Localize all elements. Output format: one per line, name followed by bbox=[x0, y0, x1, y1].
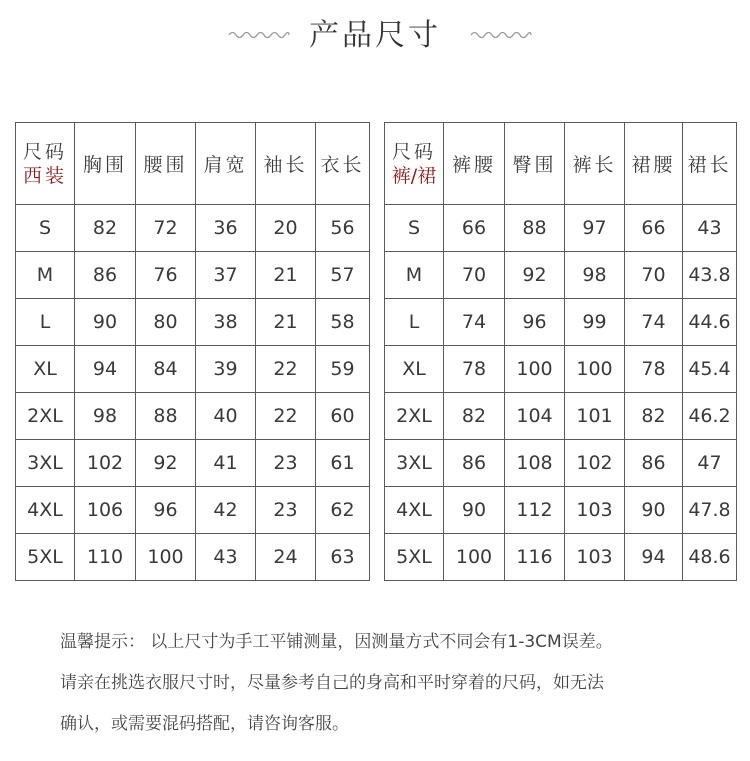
corner-cell bbox=[385, 123, 444, 205]
table-cell: 102 bbox=[565, 440, 625, 487]
table-cell: 96 bbox=[136, 487, 196, 534]
table-cell: 78 bbox=[625, 346, 683, 393]
table-cell: 22 bbox=[256, 346, 316, 393]
table-cell: 82 bbox=[75, 205, 136, 252]
table-row bbox=[16, 252, 370, 299]
table-cell: 94 bbox=[75, 346, 136, 393]
column-header: 袖长 bbox=[256, 123, 316, 205]
table-cell: 36 bbox=[196, 205, 256, 252]
corner-label-category: 西装 bbox=[22, 164, 67, 187]
table-cell: 99 bbox=[565, 299, 625, 346]
table-cell: 21 bbox=[256, 299, 316, 346]
table-cell: 58 bbox=[316, 299, 370, 346]
column-header: 臀围 bbox=[505, 123, 565, 205]
size-notes bbox=[60, 622, 740, 745]
table-cell: 100 bbox=[505, 346, 565, 393]
table-cell: S bbox=[16, 205, 75, 252]
table-cell: 80 bbox=[136, 299, 196, 346]
table-cell: 60 bbox=[316, 393, 370, 440]
table-cell: 46.2 bbox=[683, 393, 737, 440]
wave-ornament-right-icon bbox=[470, 28, 532, 42]
table-cell: 2XL bbox=[385, 393, 444, 440]
table-cell: 96 bbox=[505, 299, 565, 346]
column-header: 腰围 bbox=[136, 123, 196, 205]
table-header-row bbox=[385, 123, 737, 205]
table-cell: 88 bbox=[136, 393, 196, 440]
table-header-row bbox=[16, 123, 370, 205]
corner-cell bbox=[16, 123, 75, 205]
table-cell: 74 bbox=[444, 299, 505, 346]
table-cell: 104 bbox=[505, 393, 565, 440]
table-row bbox=[385, 346, 737, 393]
table-cell: 5XL bbox=[16, 534, 75, 581]
corner-label-size: 尺码 bbox=[391, 140, 436, 163]
pants-skirt-size-table bbox=[384, 122, 737, 581]
table-cell: 108 bbox=[505, 440, 565, 487]
table-cell: 86 bbox=[444, 440, 505, 487]
table-cell: 103 bbox=[565, 534, 625, 581]
table-cell: 78 bbox=[444, 346, 505, 393]
table-cell: 23 bbox=[256, 440, 316, 487]
title-row bbox=[0, 14, 750, 58]
table-cell: 24 bbox=[256, 534, 316, 581]
table-cell: 102 bbox=[75, 440, 136, 487]
table-cell: 20 bbox=[256, 205, 316, 252]
table-cell: 63 bbox=[316, 534, 370, 581]
table-cell: 56 bbox=[316, 205, 370, 252]
table-row bbox=[385, 440, 737, 487]
column-header: 肩宽 bbox=[196, 123, 256, 205]
table-cell: 90 bbox=[75, 299, 136, 346]
table-cell: 23 bbox=[256, 487, 316, 534]
table-cell: 43 bbox=[683, 205, 737, 252]
table-row bbox=[385, 393, 737, 440]
suit-size-table bbox=[15, 122, 370, 581]
column-header: 衣长 bbox=[316, 123, 370, 205]
note-line: 温馨提示： 以上尺寸为手工平铺测量，因测量方式不同会有1-3CM误差。 bbox=[60, 632, 613, 652]
table-cell: 21 bbox=[256, 252, 316, 299]
table-cell: 88 bbox=[505, 205, 565, 252]
corner-label-category: 裤/裙 bbox=[391, 164, 437, 187]
table-cell: 44.6 bbox=[683, 299, 737, 346]
table-cell: 4XL bbox=[385, 487, 444, 534]
table-cell: 45.4 bbox=[683, 346, 737, 393]
note-line: 确认，或需要混码搭配，请咨询客服。 bbox=[60, 714, 349, 734]
table-cell: 84 bbox=[136, 346, 196, 393]
table-cell: 97 bbox=[565, 205, 625, 252]
table-cell: 94 bbox=[625, 534, 683, 581]
table-cell: 47 bbox=[683, 440, 737, 487]
note-line: 请亲在挑选衣服尺寸时，尽量参考自己的身高和平时穿着的尺码，如无法 bbox=[60, 673, 604, 693]
table-cell: 103 bbox=[565, 487, 625, 534]
table-cell: 47.8 bbox=[683, 487, 737, 534]
table-cell: 74 bbox=[625, 299, 683, 346]
table-cell: 57 bbox=[316, 252, 370, 299]
table-cell: 37 bbox=[196, 252, 256, 299]
table-cell: S bbox=[385, 205, 444, 252]
table-cell: 42 bbox=[196, 487, 256, 534]
table-cell: 5XL bbox=[385, 534, 444, 581]
table-row bbox=[16, 440, 370, 487]
table-cell: 61 bbox=[316, 440, 370, 487]
table-row bbox=[385, 252, 737, 299]
table-cell: 100 bbox=[444, 534, 505, 581]
table-row bbox=[16, 299, 370, 346]
table-cell: XL bbox=[385, 346, 444, 393]
table-cell: 110 bbox=[75, 534, 136, 581]
table-cell: 86 bbox=[625, 440, 683, 487]
table-cell: 112 bbox=[505, 487, 565, 534]
table-cell: 100 bbox=[136, 534, 196, 581]
table-row bbox=[385, 205, 737, 252]
table-cell: L bbox=[385, 299, 444, 346]
table-cell: 70 bbox=[625, 252, 683, 299]
column-header: 胸围 bbox=[75, 123, 136, 205]
table-row bbox=[385, 487, 737, 534]
table-row bbox=[16, 205, 370, 252]
table-cell: 82 bbox=[625, 393, 683, 440]
table-cell: 90 bbox=[444, 487, 505, 534]
table-cell: 116 bbox=[505, 534, 565, 581]
table-cell: M bbox=[385, 252, 444, 299]
table-cell: 90 bbox=[625, 487, 683, 534]
table-cell: L bbox=[16, 299, 75, 346]
table-cell: 3XL bbox=[16, 440, 75, 487]
table-cell: 22 bbox=[256, 393, 316, 440]
table-cell: 101 bbox=[565, 393, 625, 440]
table-row bbox=[16, 534, 370, 581]
table-row bbox=[16, 393, 370, 440]
table-cell: 48.6 bbox=[683, 534, 737, 581]
table-cell: 38 bbox=[196, 299, 256, 346]
table-cell: 3XL bbox=[385, 440, 444, 487]
table-cell: 62 bbox=[316, 487, 370, 534]
page-title: 产品尺寸 bbox=[309, 18, 441, 53]
table-cell: 72 bbox=[136, 205, 196, 252]
table-cell: 92 bbox=[136, 440, 196, 487]
table-row bbox=[16, 487, 370, 534]
table-cell: 39 bbox=[196, 346, 256, 393]
table-cell: 43 bbox=[196, 534, 256, 581]
column-header: 裤长 bbox=[565, 123, 625, 205]
table-cell: 82 bbox=[444, 393, 505, 440]
table-cell: 86 bbox=[75, 252, 136, 299]
table-cell: 59 bbox=[316, 346, 370, 393]
table-cell: 98 bbox=[565, 252, 625, 299]
table-cell: 66 bbox=[625, 205, 683, 252]
column-header: 裙腰 bbox=[625, 123, 683, 205]
table-row bbox=[385, 534, 737, 581]
table-cell: 43.8 bbox=[683, 252, 737, 299]
table-cell: XL bbox=[16, 346, 75, 393]
table-cell: 40 bbox=[196, 393, 256, 440]
table-cell: M bbox=[16, 252, 75, 299]
table-cell: 66 bbox=[444, 205, 505, 252]
column-header: 裤腰 bbox=[444, 123, 505, 205]
corner-label-size: 尺码 bbox=[22, 140, 67, 163]
column-header: 裙长 bbox=[683, 123, 737, 205]
table-cell: 100 bbox=[565, 346, 625, 393]
table-row bbox=[16, 346, 370, 393]
table-cell: 2XL bbox=[16, 393, 75, 440]
table-cell: 41 bbox=[196, 440, 256, 487]
table-cell: 70 bbox=[444, 252, 505, 299]
table-cell: 98 bbox=[75, 393, 136, 440]
table-cell: 76 bbox=[136, 252, 196, 299]
table-cell: 92 bbox=[505, 252, 565, 299]
table-cell: 106 bbox=[75, 487, 136, 534]
table-cell: 4XL bbox=[16, 487, 75, 534]
table-row bbox=[385, 299, 737, 346]
